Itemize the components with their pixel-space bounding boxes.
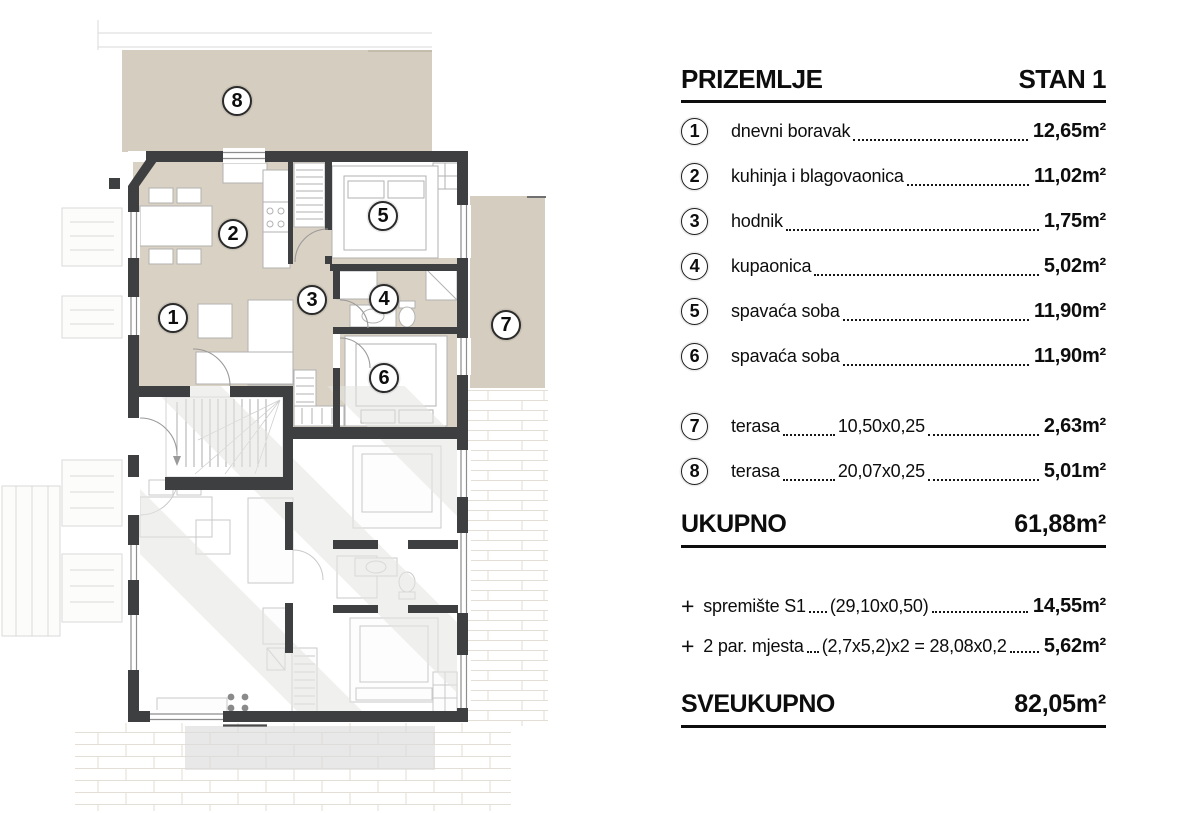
room-number-badge [681,458,708,485]
legend-row [681,199,1106,244]
plan-room-marker-8 [222,86,252,116]
room-number-badge [681,413,708,440]
marker-number: 1 [167,306,179,329]
legend-row [681,109,1106,154]
marker-number: 8 [231,89,243,112]
room-label: spavaća soba [731,301,840,321]
room-label: kupaonica [731,256,812,276]
grand-total-area: 82,05m² [1014,690,1106,718]
room-number-badge [681,208,708,235]
extra-dimensions: (2,7x5,2)x2 = 28,08x0,2 [821,635,1007,656]
dotted-leader [853,139,1028,141]
room-label: terasa [731,416,780,436]
plan-room-marker-2 [218,219,248,249]
room-area: 5,01m² [1043,460,1106,482]
plus-sign: + [681,632,695,659]
legend-panel [681,64,1106,728]
legend-grand-total [681,690,1106,728]
legend-extra-row [681,586,1106,626]
page-title: PRIZEMLJE [681,64,823,94]
plan-room-marker-6 [369,363,399,393]
dotted-leader [786,229,1039,231]
dotted-leader [783,479,835,481]
marker-number: 3 [306,288,318,311]
extra-label: spremište S1 [703,595,806,616]
room-number-badge [681,298,708,325]
legend-row [681,289,1106,334]
room-number-badge [681,163,708,190]
room-number: 1 [689,121,700,141]
dotted-leader [932,611,1028,613]
room-dimensions: 20,07x0,25 [837,461,925,481]
room-area: 2,63m² [1043,415,1106,437]
plan-room-marker-5 [368,201,398,231]
dotted-leader [843,319,1029,321]
extra-label: 2 par. mjesta [703,635,804,656]
legend-extra-row [681,626,1106,666]
legend-row [681,154,1106,199]
dotted-leader [807,651,819,653]
legend-row [681,449,1106,494]
marker-number: 6 [378,366,390,389]
room-area: 11,90m² [1034,345,1106,367]
room-number-badge [681,118,708,145]
room-number: 5 [689,301,700,321]
legend-row [681,334,1106,379]
room-label: kuhinja i blagovaonica [731,166,904,186]
room-dimensions: 10,50x0,25 [837,416,925,436]
unit-label: STAN 1 [1018,64,1106,94]
room-label: hodnik [731,211,783,231]
dotted-leader [907,184,1029,186]
total-area: 61,88m² [1014,510,1106,538]
plan-room-marker-4 [369,284,399,314]
room-area: 11,02m² [1034,165,1106,187]
room-area: 12,65m² [1032,120,1106,142]
plan-room-marker-7 [491,310,521,340]
extra-dimensions: (29,10x0,50) [829,595,929,616]
legend-extras [681,586,1106,666]
plus-sign: + [681,592,695,619]
room-number-badge [681,253,708,280]
room-number: 7 [689,416,700,436]
marker-number: 2 [227,222,239,245]
room-number: 3 [689,211,700,231]
legend-items [681,109,1106,494]
extra-area: 14,55m² [1032,594,1106,617]
dotted-leader [928,479,1039,481]
room-number: 8 [689,461,700,481]
legend-total [681,510,1106,548]
dotted-leader [783,434,835,436]
room-label: spavaća soba [731,346,840,366]
plan-room-marker-1 [158,303,188,333]
extra-area: 5,62m² [1043,634,1106,657]
room-number: 6 [689,346,700,366]
dotted-leader [928,434,1039,436]
room-number: 4 [689,256,700,276]
total-label: UKUPNO [681,510,787,538]
plan-room-marker-3 [297,285,327,315]
dotted-leader [1010,651,1039,653]
legend-header [681,64,1106,103]
dotted-leader [843,364,1029,366]
dotted-leader [814,274,1039,276]
room-label: dnevni boravak [731,121,851,141]
room-number-badge [681,343,708,370]
dotted-leader [809,611,827,613]
marker-number: 7 [500,313,512,336]
room-area: 11,90m² [1034,300,1106,322]
room-number: 2 [689,166,700,186]
marker-number: 5 [377,204,389,227]
room-area: 1,75m² [1043,210,1106,232]
grand-total-label: SVEUKUPNO [681,690,835,718]
legend-row [681,404,1106,449]
room-area: 5,02m² [1043,255,1106,277]
room-label: terasa [731,461,780,481]
marker-number: 4 [378,287,390,310]
legend-row [681,244,1106,289]
